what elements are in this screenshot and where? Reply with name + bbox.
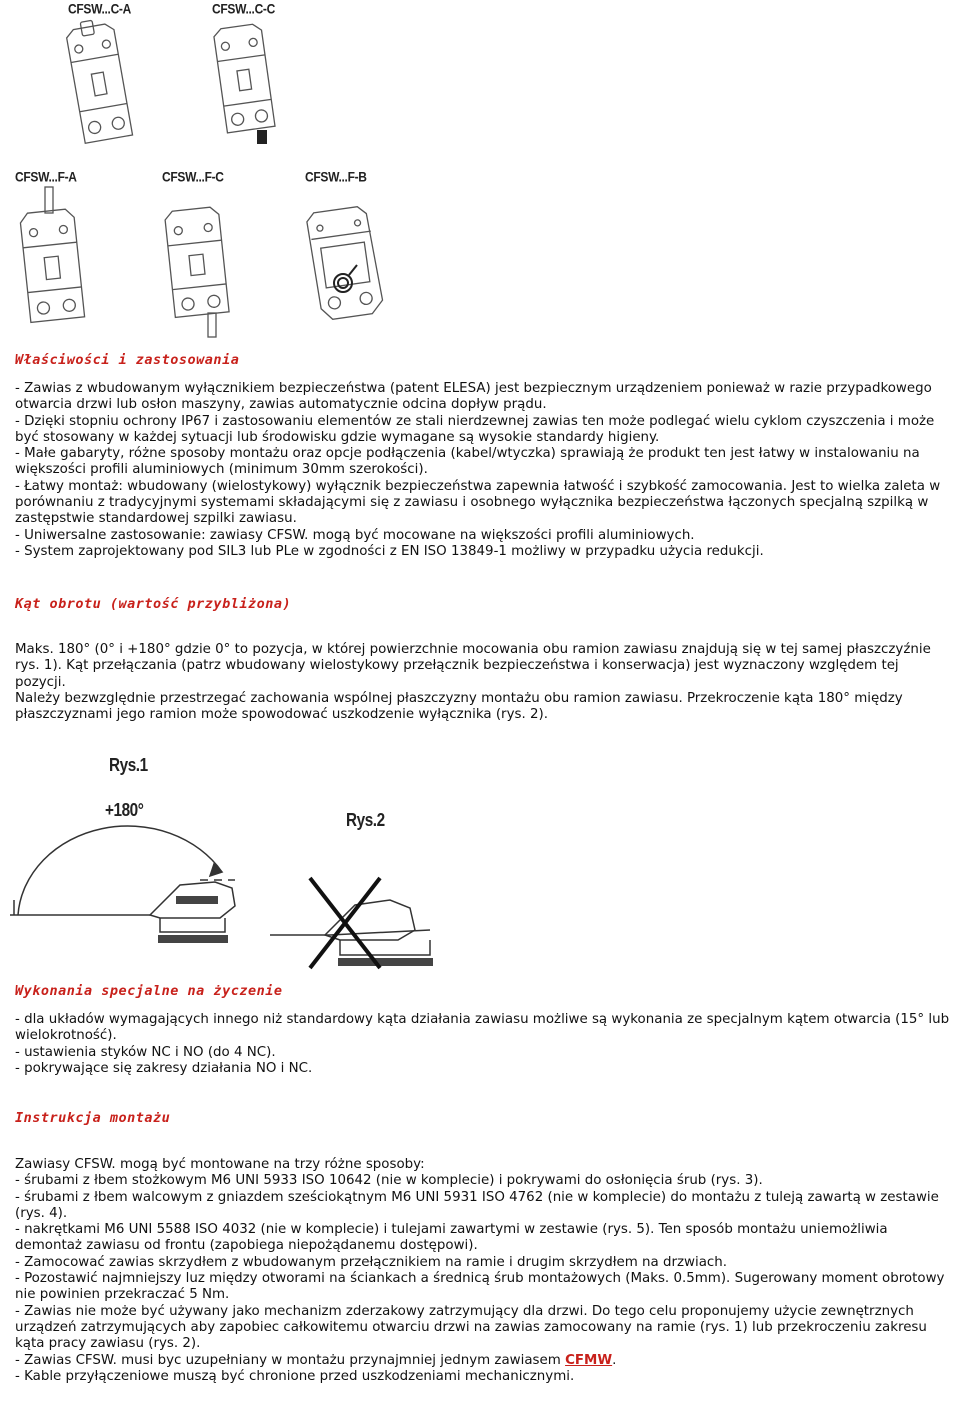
figure-label-f-b: CFSW...F-B [305,168,367,186]
figure-label-f-a: CFSW...F-A [15,168,77,186]
figure-label-c-c: CFSW...C-C [212,0,275,18]
mounting-line-suffix: . [612,1352,617,1368]
properties-line: - Łatwy montaż: wbudowany (wielostykowy) wyłącznik bezpieczeństwa zapewnia łatwość i szybkość zamocowania. Jest to wielka zaleta w porównaniu z tradycyjnymi systemami składającymi się z zawiasu i osobnego wyłącznika bezpieczeństwa łączonych specjalną szpilką w zastępstwie standardowej szpilki zawiasu. [15,478,941,527]
section-title-angle: Kąt obrotu (wartość przybliżona) [15,596,292,612]
mounting-line: - Zamocować zawias skrzydłem z wbudowanym przełącznikiem na ramie i drugim skrzydłem na drzwiach. [15,1254,728,1270]
mounting-text [15,1157,950,1385]
mounting-line: - Pozostawić najmniejszy luz między otworami na ściankach a średnicą śrub montażowych (Maks. 0.5mm). Sugerowany moment obrotowy nie powinien przekraczać 5 Nm. [15,1271,945,1303]
rotation-diagram-rys2 [270,860,440,980]
mounting-line: - śrubami z łbem stożkowym M6 UNI 5933 ISO 10642 (nie w komplecie) i pokrywami do osłonięcia śrub (rys. 3). [15,1173,763,1189]
figure-rys1-label: Rys.1 [109,755,148,775]
angle-line: Należy bezwzględnie przestrzegać zachowania wspólnej płaszczyzny montażu obu ramion zawiasu. Przekroczenie kąta 180° między płaszczyznami jego ramion może spowodować uszkodzenie wyłącznika (rys. 2). [15,690,903,723]
mounting-line-final: - Kable przyłączeniowe muszą być chronione przed uszkodzeniami mechanicznymi. [15,1368,575,1384]
angle-line: Maks. 180° (0° i +180° gdzie 0° to pozycja, w której powierzchnie mocowania obu ramion zawiasu znajdują się w tej samej płaszczyźnie rys. 1). Kąt przełączania (patrz wbudowany wielostykowy przełącznik bezpieczeństwa i konserwacja) jest wyznaczony względem tej pozycji. [15,642,931,690]
figure-rys2-label: Rys.2 [346,810,385,830]
properties-line: - Małe gabaryty, różne sposoby montażu oraz opcje podłączenia (kabel/wtyczka) sprawiają że produkt ten jest łatwy w instalowaniu na większości profili aluminiowych (minimum 30mm szerokości). [15,446,920,478]
mounting-intro: Zawiasy CFSW. mogą być montowane na trzy różne sposoby: [15,1157,425,1172]
properties-line: - Zawias z wbudowanym wyłącznikiem bezpieczeństwa (patent ELESA) jest bezpiecznym urządzeniem ponieważ w razie przypadkowego otwarcia drzwi lub osłon maszyny, zawias automatycznie odcina dopływ prądu. [15,381,932,413]
special-line: - pokrywające się zakresy działania NO i NC. [15,1060,313,1076]
properties-text [15,381,950,560]
figure-label-f-c: CFSW...F-C [162,168,224,186]
special-text [15,1012,950,1077]
angle-text [15,642,950,723]
special-line: - dla układów wymagających innego niż standardowy kąta działania zawiasu możliwe są wykonania ze specjalnym kątem otwarcia (15° lub wielokrotność). [15,1012,950,1044]
hinge-drawing-c-c [210,18,290,148]
mounting-line: - Zawias nie może być używany jako mechanizm zderzakowy zatrzymujący dla drzwi. Do tego celu proponujemy użycie zewnętrznych urządzeń zatrzymujących aby zapobiec całkowitemu otwarciu drzwi na zawias zamocowany na ramie (rys. 1) lub przekroczeniu zakresu kąta pracy zawiasu (rys. 2). [15,1303,927,1352]
cfmw-link[interactable]: CFMW [565,1352,613,1368]
section-title-mounting: Instrukcja montażu [15,1110,171,1126]
hinge-drawing-c-a [65,18,145,148]
section-title-special: Wykonania specjalne na życzenie [15,983,283,999]
hinge-drawing-f-b [305,205,395,330]
hinge-drawing-f-a [15,185,100,330]
figure-angle-label: +180° [105,800,144,820]
properties-line: - Dzięki stopniu ochrony IP67 i zastosowaniu elementów ze stali nierdzewnej zawias ten może podlegać wielu cyklom czyszczenia i może być stosowany w każdej sytuacji lub środowisku gdzie wymagane są wysokie standardy higieny. [15,413,935,445]
mounting-line: - nakrętkami M6 UNI 5588 ISO 4032 (nie w komplecie) i tulejami zawartymi w zestawie (rys. 5). Ten sposób montażu uniemożliwia demontaż zawiasu od frontu (zapobiega niepożądanemu dostępowi). [15,1222,888,1254]
properties-line: - Uniwersalne zastosowanie: zawiasy CFSW. mogą być mocowane na większości profili aluminiowych. [15,527,695,543]
properties-line: - System zaprojektowany pod SIL3 lub PLe w zgodności z EN ISO 13849-1 możliwy w przypadku użycia redukcji. [15,543,764,559]
mounting-line: - śrubami z łbem walcowym z gniazdem sześciokątnym M6 UNI 5931 ISO 4762 (nie w komplecie) do montażu z tuleją zawartą w zestawie (rys. 4). [15,1189,939,1221]
special-line: - ustawienia styków NC i NO (do 4 NC). [15,1044,276,1060]
rotation-diagram-rys1 [10,820,250,950]
hinge-drawing-f-c [160,205,245,340]
mounting-line-prefix: - Zawias CFSW. musi byc uzupełniany w montażu przynajmniej jednym zawiasem [15,1352,566,1368]
figure-label-c-a: CFSW...C-A [68,0,131,18]
mounting-line-cfmw [15,1353,950,1369]
section-title-properties: Właściwości i zastosowania [15,352,240,368]
